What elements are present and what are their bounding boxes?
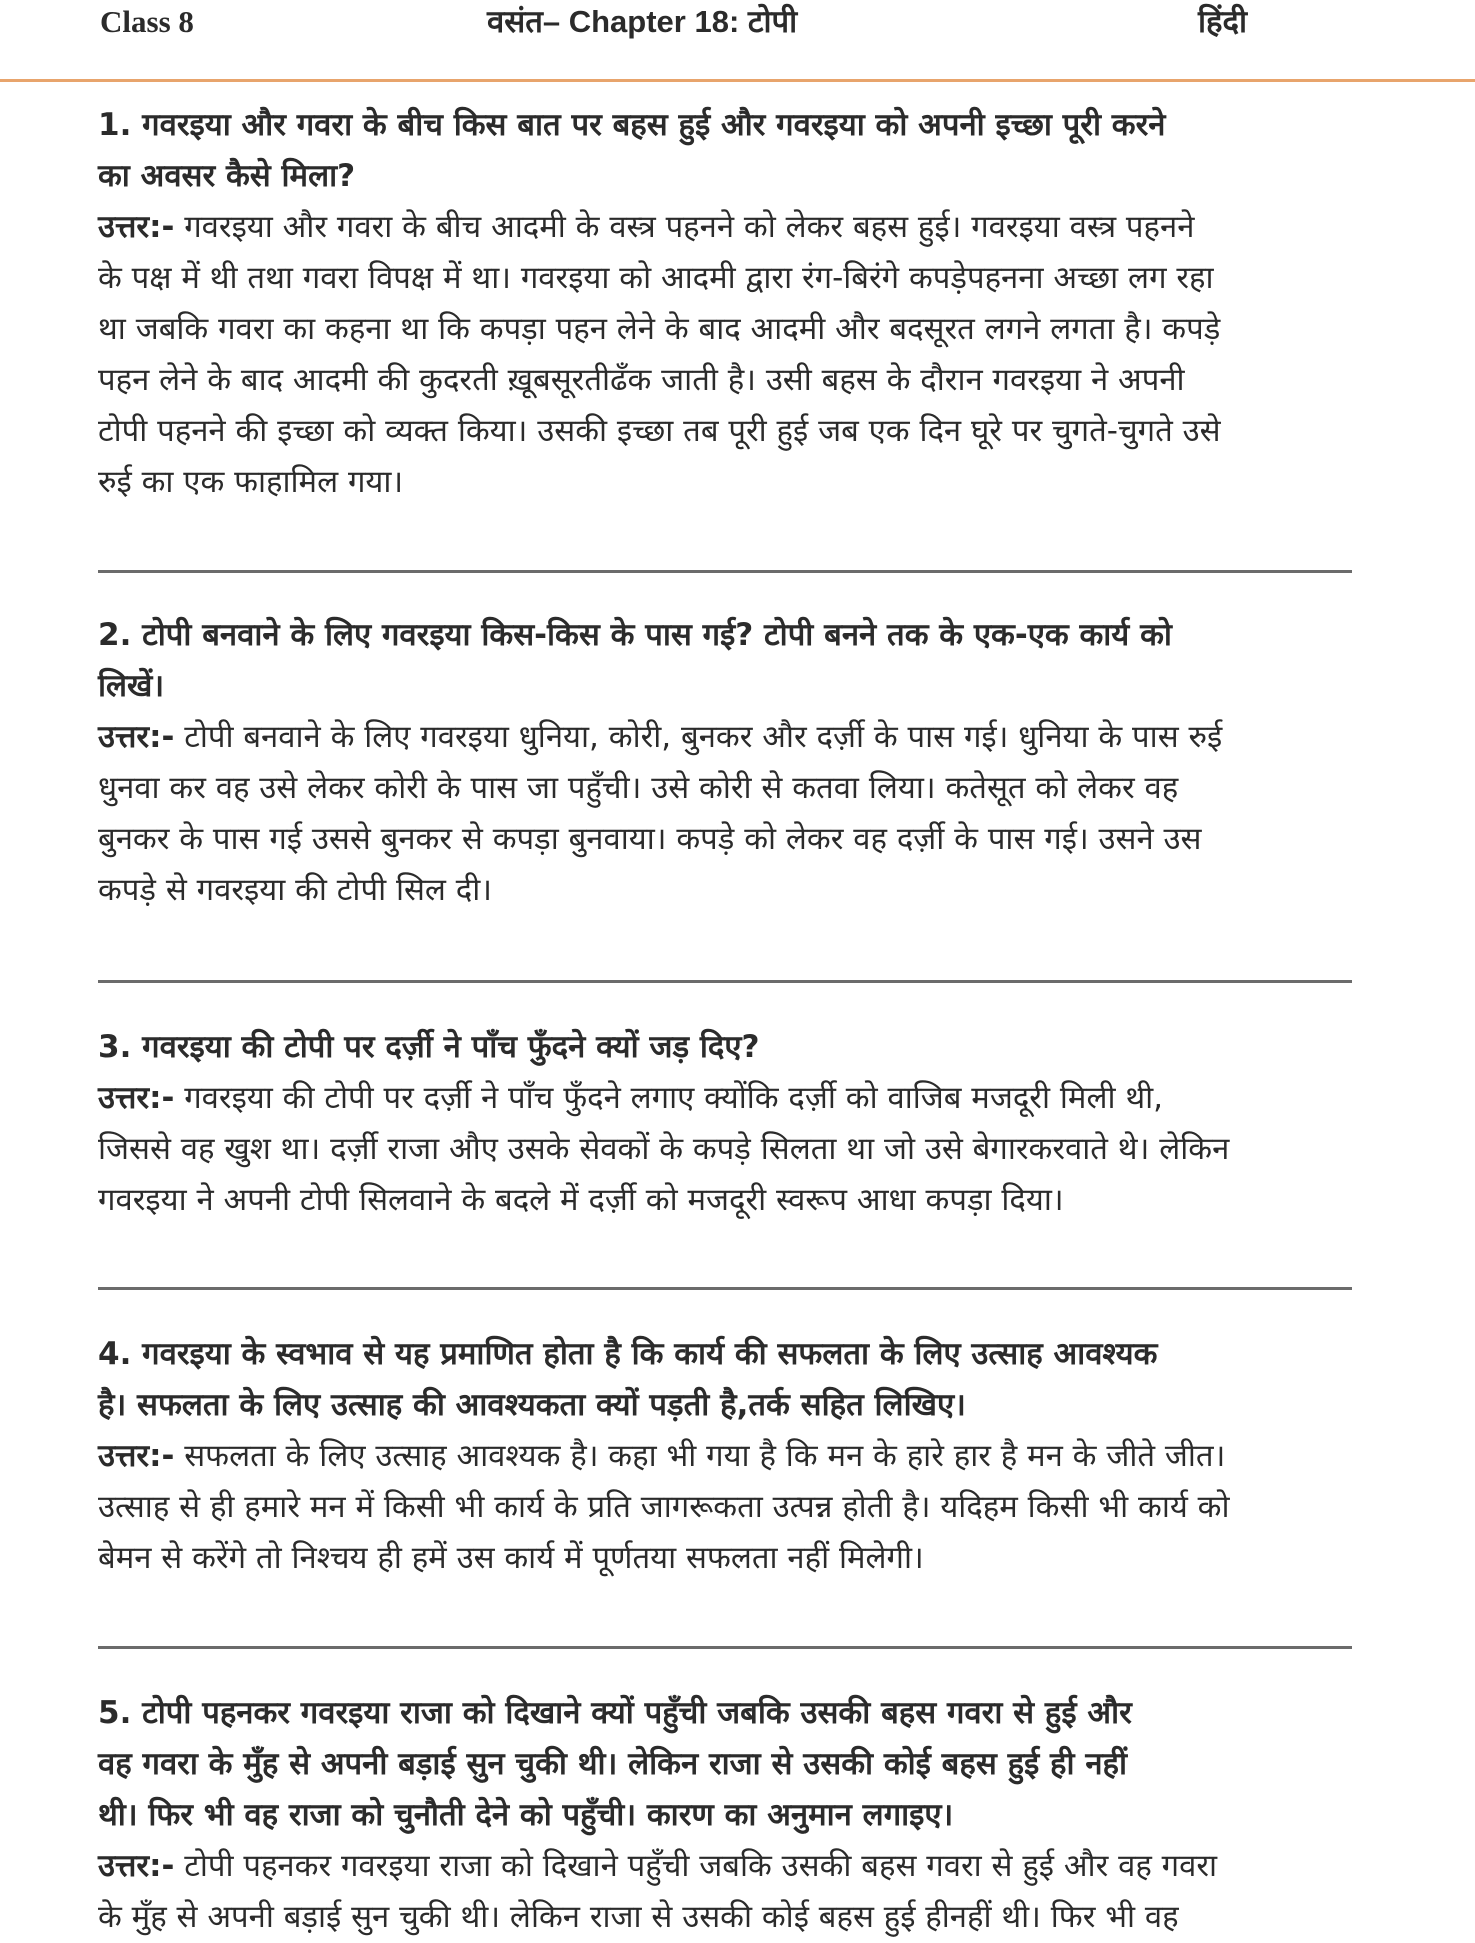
question-text: लिखें। — [98, 668, 165, 704]
answer-line: के मुँह से अपनी बड़ाई सुन चुकी थी। लेकिन राजा से उसकी कोई बहस हुई हीनहीं थी। फिर भी वह — [98, 1899, 1179, 1935]
section-divider — [98, 570, 1352, 573]
question-text: वह गवरा के मुँह से अपनी बड़ाई सुन चुकी थी। लेकिन राजा से उसकी कोई बहस हुई ही नहीं — [98, 1746, 1128, 1782]
answer-line: जिससे वह खुश था। दर्ज़ी राजा औए उसके सेवकों के कपड़े सिलता था जो उसे बेगारकरवाते थे। लेकिन — [98, 1131, 1230, 1167]
answer-line: उत्साह से ही हमारे मन में किसी भी कार्य के प्रति जागरूकता उत्पन्न होती है। यदिहम किसी भी कार्य को — [98, 1489, 1230, 1525]
answer-line: पहन लेने के बाद आदमी की कुदरती ख़ूबसूरतीढँक जाती है। उसी बहस के दौरान गवरइया ने अपनी — [98, 362, 1185, 398]
question-text: 4. गवरइया के स्वभाव से यह प्रमाणित होता है कि कार्य की सफलता के लिए उत्साह आवश्यक — [98, 1336, 1158, 1372]
answer-line — [98, 202, 1194, 253]
section-divider — [98, 1287, 1352, 1290]
section-divider — [98, 1646, 1352, 1649]
question-text: है। सफलता के लिए उत्साह की आवश्यकता क्यों पड़ती है,तर्क सहित लिखिए। — [98, 1387, 966, 1423]
class-label: Class 8 — [100, 4, 194, 39]
answer-text: टोपी बनवाने के लिए गवरइया धुनिया, कोरी, बुनकर और दर्ज़ी के पास गई। धुनिया के पास रुई — [174, 719, 1223, 755]
chapter-title: वसंत– Chapter 18: टोपी — [487, 4, 798, 39]
answer-line — [98, 1073, 1163, 1124]
answer-line: गवरइया ने अपनी टोपी सिलवाने के बदले में दर्ज़ी को मजदूरी स्वरूप आधा कपड़ा दिया। — [98, 1182, 1064, 1218]
answer-line: था जबकि गवरा का कहना था कि कपड़ा पहन लेने के बाद आदमी और बदसूरत लगने लगता है। कपड़े — [98, 311, 1221, 347]
answer-label: उत्तर:- — [98, 209, 175, 245]
question-text: 5. टोपी पहनकर गवरइया राजा को दिखाने क्यों पहुँची जबकि उसकी बहस गवरा से हुई और — [98, 1695, 1132, 1731]
answer-label: उत्तर:- — [98, 1080, 175, 1116]
answer-label: उत्तर:- — [98, 1438, 175, 1474]
question-text: 1. गवरइया और गवरा के बीच किस बात पर बहस हुई और गवरइया को अपनी इच्छा पूरी करने — [98, 107, 1166, 143]
question-text: का अवसर कैसे मिला? — [98, 158, 356, 194]
answer-line — [98, 1841, 1217, 1892]
answer-line: बेमन से करेंगे तो निश्चय ही हमें उस कार्य में पूर्णतया सफलता नहीं मिलेगी। — [98, 1540, 924, 1576]
header-divider — [0, 79, 1475, 82]
answer-text: गवरइया और गवरा के बीच आदमी के वस्त्र पहनने को लेकर बहस हुई। गवरइया वस्त्र पहनने — [174, 209, 1195, 245]
subject-label: हिंदी — [1198, 4, 1247, 39]
answer-line: टोपी पहनने की इच्छा को व्यक्त किया। उसकी इच्छा तब पूरी हुई जब एक दिन घूरे पर चुगते-चुगते उसे — [98, 413, 1221, 449]
answer-line: धुनवा कर वह उसे लेकर कोरी के पास जा पहुँची। उसे कोरी से कतवा लिया। कतेसूत को लेकर वह — [98, 770, 1179, 806]
answer-text: टोपी पहनकर गवरइया राजा को दिखाने पहुँची जबकि उसकी बहस गवरा से हुई और वह गवरा — [174, 1848, 1218, 1884]
question-text: 2. टोपी बनवाने के लिए गवरइया किस-किस के पास गई? टोपी बनने तक के एक-एक कार्य को — [98, 617, 1172, 653]
answer-text: सफलता के लिए उत्साह आवश्यक है। कहा भी गया है कि मन के हारे हार है मन के जीते जीत। — [174, 1438, 1226, 1474]
answer-line — [98, 1431, 1225, 1482]
answer-line: रुई का एक फाहामिल गया। — [98, 464, 404, 500]
answer-line: बुनकर के पास गई उससे बुनकर से कपड़ा बुनवाया। कपड़े को लेकर वह दर्ज़ी के पास गई। उसने उस — [98, 821, 1202, 857]
page-header — [0, 0, 1475, 80]
answer-text: गवरइया की टोपी पर दर्ज़ी ने पाँच फुँदने लगाए क्योंकि दर्ज़ी को वाजिब मजदूरी मिली थी, — [174, 1080, 1164, 1116]
answer-line: कपड़े से गवरइया की टोपी सिल दी। — [98, 872, 493, 908]
section-divider — [98, 980, 1352, 983]
answer-label: उत्तर:- — [98, 1848, 175, 1884]
question-text: 3. गवरइया की टोपी पर दर्ज़ी ने पाँच फुँदने क्यों जड़ दिए? — [98, 1029, 760, 1065]
question-text: थी। फिर भी वह राजा को चुनौती देने को पहुँची। कारण का अनुमान लगाइए। — [98, 1797, 954, 1833]
answer-label: उत्तर:- — [98, 719, 175, 755]
answer-line — [98, 712, 1222, 763]
answer-line: के पक्ष में थी तथा गवरा विपक्ष में था। गवरइया को आदमी द्वारा रंग-बिरंगे कपड़ेपहनना अच्छा लग रहा — [98, 260, 1214, 296]
